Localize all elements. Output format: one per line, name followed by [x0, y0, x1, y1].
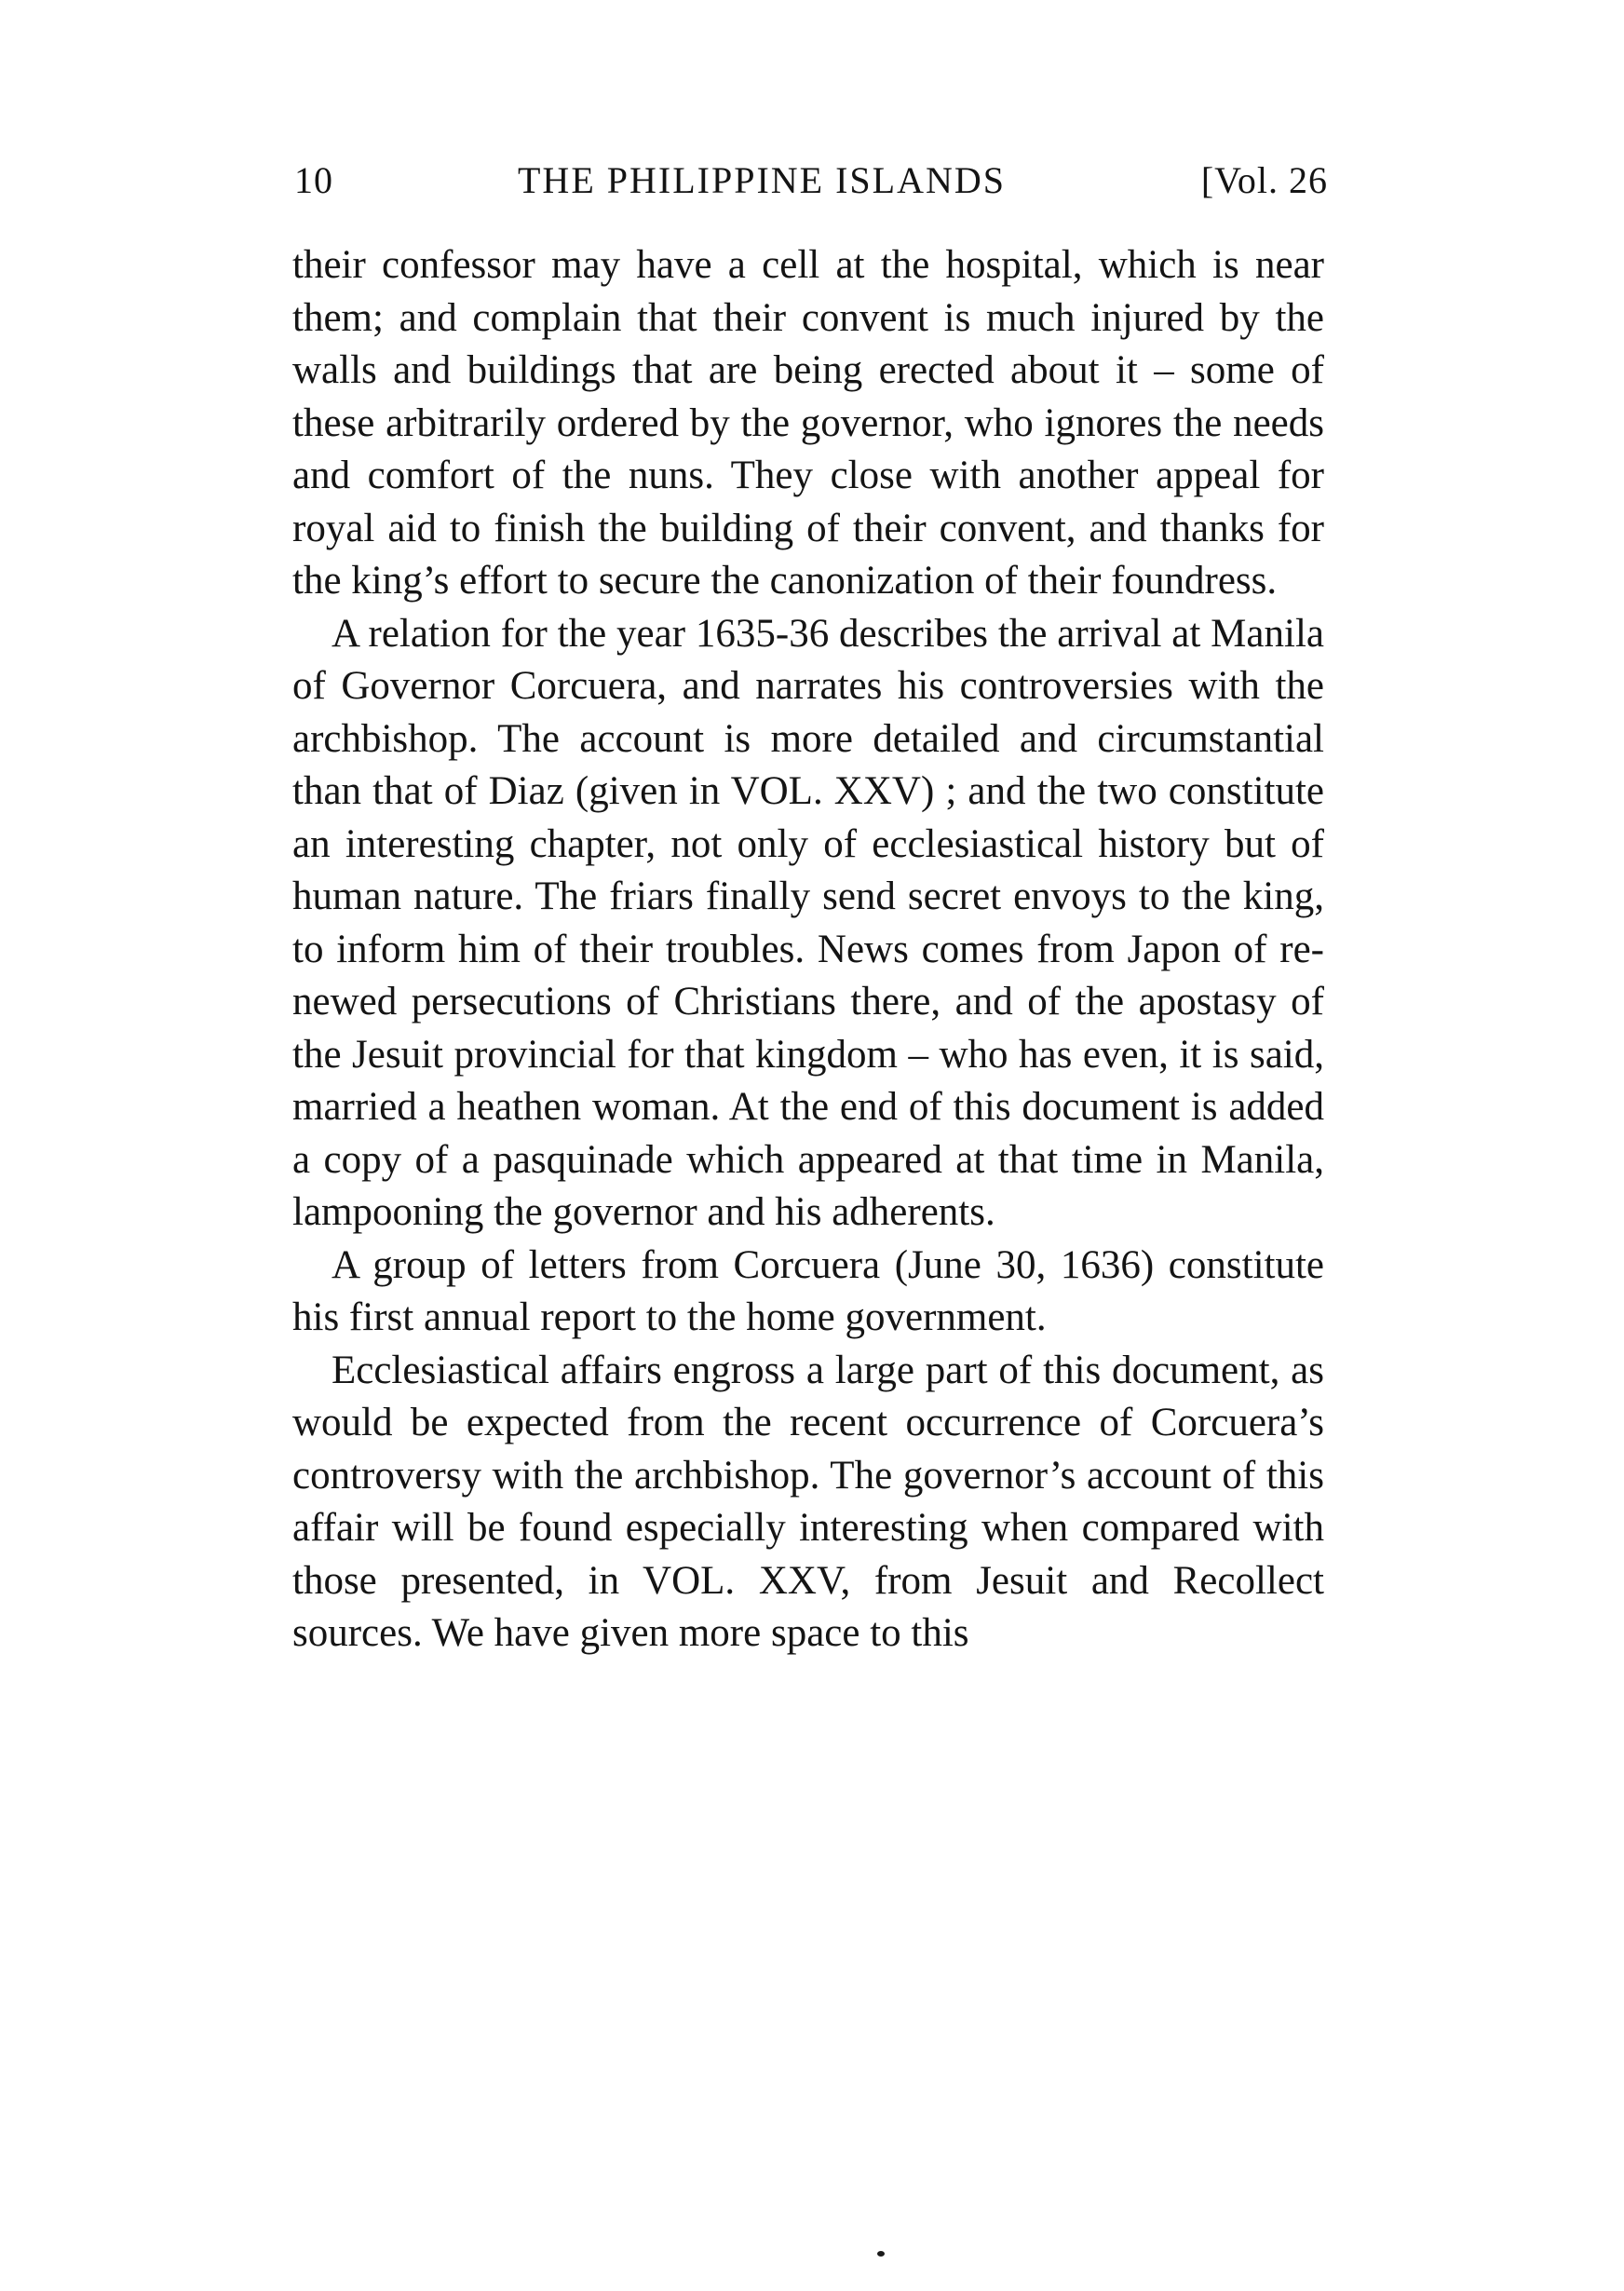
paragraph-relation-1635-36: A relation for the year 1635-36 describes the arrival at Manila of Governor Corcuera, and narrates his controversies with the archbishop. The account is more detailed and circumstantial than that of Diaz (given in VOL. XXV) ; and the two constitute an interesting chapter, not only of ecclesiastical history but of human nature. The friars finally send secret envoys to the king, to inform him of their troubles. News comes from Japon of renewed persecutions of Christians there, and of the apostasy of the Jesuit provincial for that kingdom – who has even, it is said, married a heathen woman. At the end of this document is added a copy of a pasquinade which appeared at that time in Manila, lampooning the governor and his adherents.: [292, 611, 1324, 1234]
running-head: [294, 153, 1328, 209]
paragraph-continued: their confessor may have a cell at the hospital, which is near them; and complain that their convent is much injured by the walls and buildings that are being erected about it – some of these arbitrarily ordered by the governor, who ignores the needs and comfort of the nuns. They close with another appeal for royal aid to finish the building of their convent, and thanks for the king’s effort to secure the canonization of their foundress.: [292, 243, 1324, 603]
book-title: THE PHILIPPINE ISLANDS: [518, 159, 1006, 201]
print-mark: [877, 2251, 885, 2257]
page-number: 10: [294, 159, 333, 201]
body-text: [292, 239, 1324, 1661]
volume-label: [Vol. 26: [1200, 159, 1328, 201]
paragraph-corcuera-letters: A group of letters from Corcuera (June 30, 1636) constitute his first annual report to the home government.: [292, 1242, 1324, 1339]
paragraph-ecclesiastical-affairs: Ecclesiastical affairs engross a large part of this document, as would be expected from the recent occurrence of Corcuera’s controversy with the archbishop. The governor’s account of this affair will be found especially interesting when compared with those presented, in VOL. XXV, from Jesuit and Recollect sources. We have given more space to this: [292, 1348, 1324, 1655]
